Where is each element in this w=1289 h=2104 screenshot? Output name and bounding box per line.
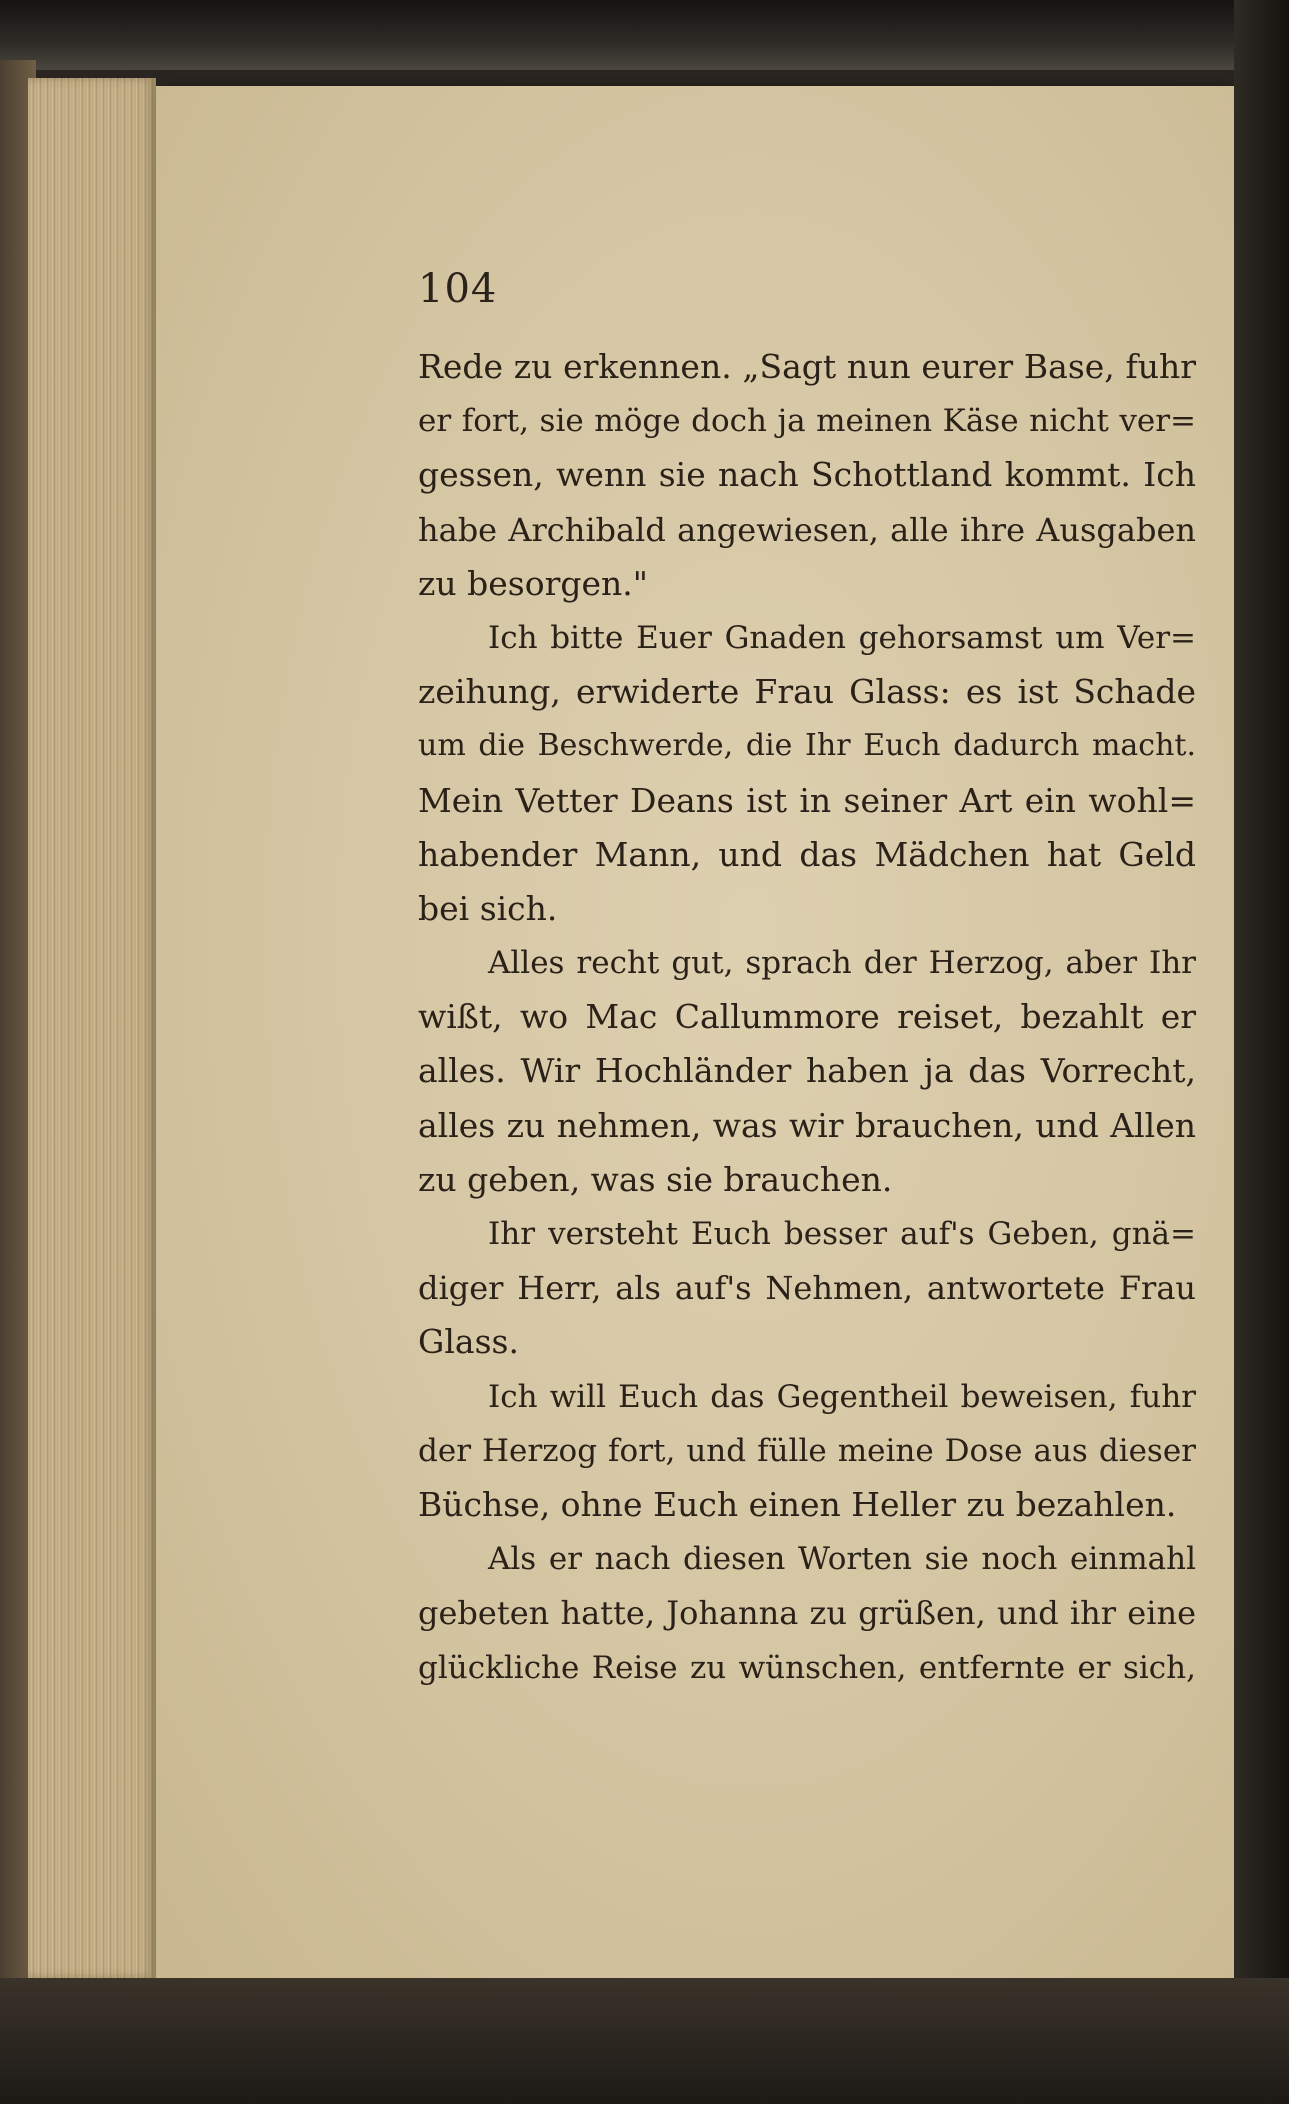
- text-line: Ich bitte Euer Gnaden gehorsamst um Ver=: [488, 619, 1196, 656]
- text-line: Glass.: [418, 1322, 519, 1362]
- body-text: [418, 340, 1196, 1695]
- text-line: glückliche Reise zu wünschen, entfernte er sich,: [418, 1649, 1196, 1686]
- text-line: er fort, sie möge doch ja meinen Käse nicht ver=: [418, 403, 1196, 440]
- scanner-bottom-border: [0, 1978, 1289, 2104]
- text-line: Mein Vetter Deans ist in seiner Art ein wohl=: [418, 780, 1196, 820]
- text-line: Alles recht gut, sprach der Herzog, aber Ihr: [488, 945, 1196, 982]
- page-stack-edges: [28, 78, 156, 1978]
- text-line: Büchse, ohne Euch einen Heller zu bezahlen.: [418, 1484, 1177, 1524]
- text-line: Ihr versteht Euch besser auf's Geben, gnä=: [488, 1216, 1196, 1252]
- text-line: habe Archibald angewiesen, alle ihre Ausgaben: [418, 510, 1196, 549]
- scanner-top-border: [0, 0, 1289, 70]
- text-line: Rede zu erkennen. „Sagt nun eurer Base, fuhr: [418, 347, 1196, 386]
- scanner-right-border: [1234, 0, 1289, 2104]
- text-line: alles. Wir Hochländer haben ja das Vorrecht,: [418, 1051, 1196, 1091]
- text-line: gebeten hatte, Johanna zu grüßen, und ihr eine: [418, 1594, 1196, 1633]
- text-line: der Herzog fort, und fülle meine Dose aus dieser: [418, 1432, 1196, 1469]
- text-line: Ich will Euch das Gegentheil beweisen, fuhr: [488, 1378, 1196, 1415]
- page-number: 104: [418, 266, 498, 312]
- text-line: habender Mann, und das Mädchen hat Geld: [418, 834, 1196, 874]
- text-line: zu geben, was sie brauchen.: [418, 1159, 893, 1199]
- text-line: wißt, wo Mac Callummore reiset, bezahlt er: [418, 997, 1196, 1037]
- text-line: Als er nach diesen Worten sie noch einmahl: [488, 1541, 1196, 1578]
- text-line: bei sich.: [418, 888, 558, 928]
- text-line: alles zu nehmen, was wir brauchen, und Allen: [418, 1105, 1196, 1145]
- text-line: um die Beschwerde, die Ihr Euch dadurch macht.: [418, 728, 1196, 764]
- text-line: zeihung, erwiderte Frau Glass: es ist Schade: [418, 672, 1196, 712]
- text-line: gessen, wenn sie nach Schottland kommt. Ich: [418, 455, 1196, 495]
- text-line: zu besorgen.": [418, 563, 648, 603]
- text-line: diger Herr, als auf's Nehmen, antwortete Frau: [418, 1269, 1196, 1308]
